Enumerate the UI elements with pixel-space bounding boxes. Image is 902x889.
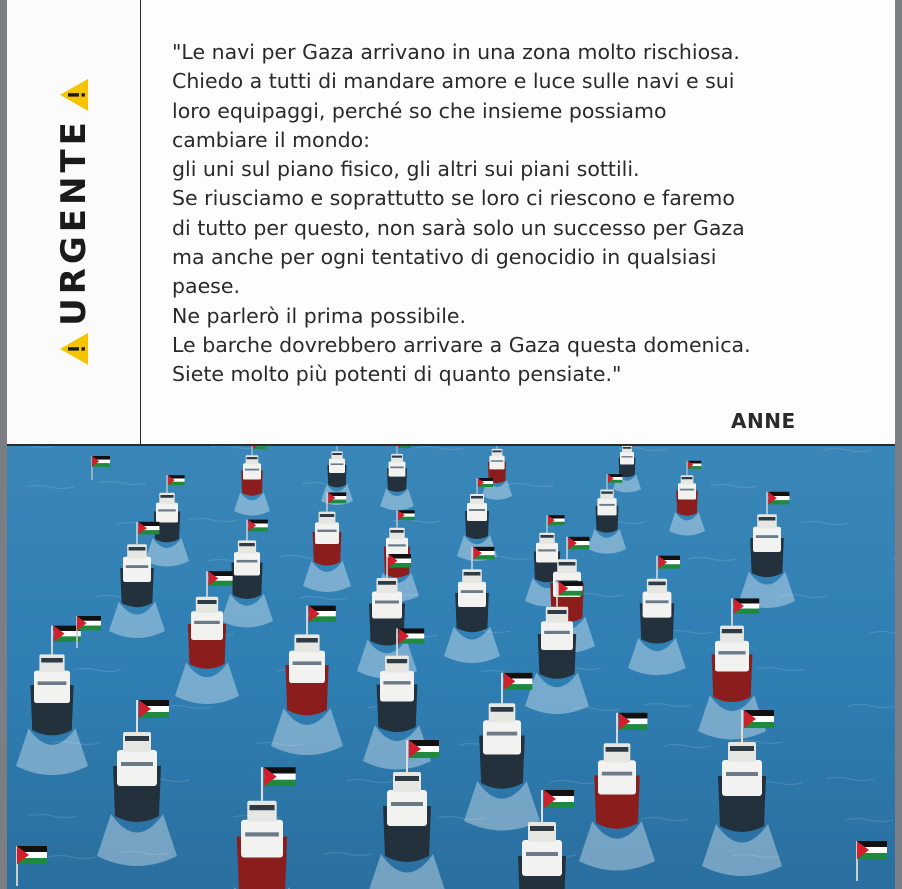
warning-triangle-icon: [59, 332, 89, 366]
quote-line: "Le navi per Gaza arrivano in una zona molto rischiosa.: [172, 40, 740, 64]
urgent-label: [54, 78, 94, 366]
quote-line: Siete molto più potenti di quanto pensiate.": [172, 362, 622, 387]
quote-author: ANNE: [731, 409, 796, 433]
quote-line: Se riusciamo e soprattutto se loro ci riescono e faremo: [172, 186, 735, 211]
flotilla-image: [7, 446, 895, 889]
quote-line: loro equipaggi, perché so che insieme possiamo: [172, 98, 667, 123]
quote-line: gli uni sul piano fisico, gli altri sui piani sottili.: [172, 157, 640, 182]
quote-text: [172, 38, 872, 390]
quote-line: Ne parlerò il prima possibile.: [172, 303, 467, 328]
text-panel: [7, 0, 895, 445]
warning-triangle-icon: [59, 78, 89, 112]
flotilla-photo: [7, 446, 895, 889]
post-card: [7, 0, 895, 889]
quote-line: Chiedo a tutti di mandare amore e luce sulle navi e sui: [172, 69, 735, 94]
urgent-text: URGENTE: [54, 118, 94, 326]
quote-line: paese.: [172, 274, 240, 299]
sidebar: [7, 0, 141, 445]
quote-line: ma anche per ogni tentativo di genocidio in qualsiasi: [172, 245, 717, 270]
quote-line: cambiare il mondo:: [172, 127, 371, 152]
quote-line: Le barche dovrebbero arrivare a Gaza questa domenica.: [172, 332, 751, 357]
quote-line: di tutto per questo, non sarà solo un successo per Gaza: [172, 215, 745, 240]
